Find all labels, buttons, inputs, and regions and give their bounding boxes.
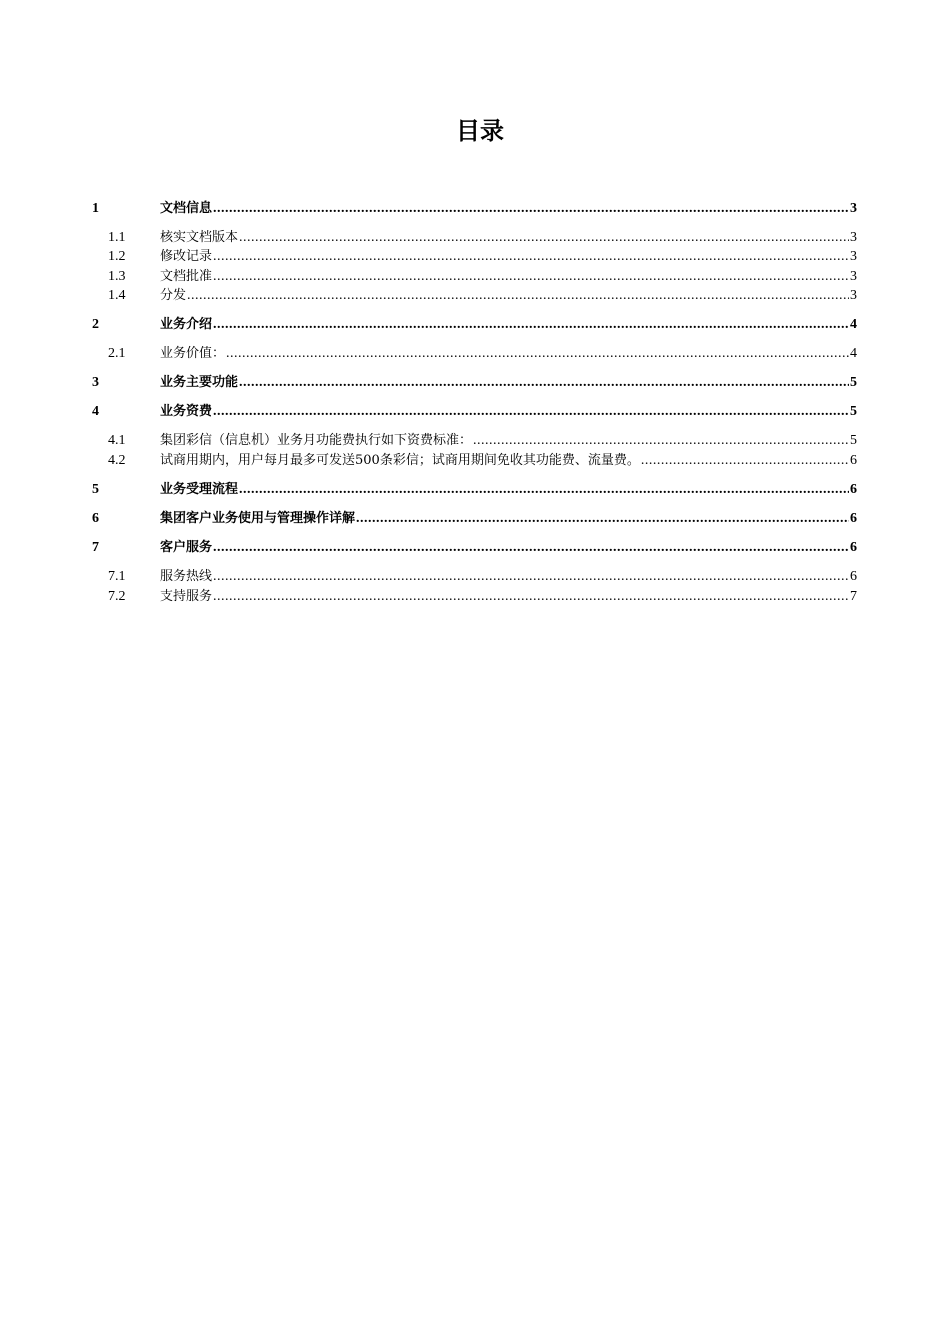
toc-entry-number: 2.1 bbox=[108, 346, 126, 361]
toc-entry-number: 1.4 bbox=[108, 288, 126, 303]
toc-entry-title: 集团彩信（信息机）业务月功能费执行如下资费标准： bbox=[160, 433, 473, 448]
toc-leader-dots bbox=[239, 480, 849, 499]
toc-entry-number: 6 bbox=[92, 511, 99, 526]
toc-entry-page: 3 bbox=[850, 230, 857, 245]
toc-entry-title: 分发 bbox=[160, 288, 187, 303]
toc-entry-number: 1.1 bbox=[108, 230, 126, 245]
toc-entry-title: 业务价值： bbox=[160, 346, 226, 361]
toc-entry-page: 6 bbox=[850, 540, 857, 555]
toc-entry-4-1[interactable] bbox=[0, 431, 950, 450]
toc-entry-title: 文档批准 bbox=[160, 269, 213, 284]
toc-entry-number: 4 bbox=[92, 404, 99, 419]
toc-entry-page: 3 bbox=[850, 288, 857, 303]
toc-entry-number: 4.1 bbox=[108, 433, 126, 448]
toc-entry-page: 5 bbox=[850, 433, 857, 448]
toc-entry-1-3[interactable] bbox=[0, 267, 950, 286]
toc-leader-dots bbox=[239, 228, 849, 247]
toc-entry-title: 业务介绍 bbox=[160, 317, 213, 332]
toc-entry-page: 3 bbox=[850, 269, 857, 284]
toc-entry-7-1[interactable] bbox=[0, 567, 950, 586]
toc-entry-7-2[interactable] bbox=[0, 587, 950, 606]
toc-entry-4-2[interactable] bbox=[0, 451, 950, 470]
toc-entry-page: 6 bbox=[850, 511, 857, 526]
toc-entry-number: 3 bbox=[92, 375, 99, 390]
page-title: 目录 bbox=[456, 117, 504, 145]
toc-leader-dots bbox=[213, 538, 849, 557]
toc-leader-dots bbox=[641, 451, 849, 470]
toc-entry-page: 3 bbox=[850, 201, 857, 216]
toc-entry-title: 文档信息 bbox=[160, 201, 213, 216]
toc-entry-page: 6 bbox=[850, 569, 857, 584]
toc-entry-number: 2 bbox=[92, 317, 99, 332]
toc-entry-number: 7 bbox=[92, 540, 99, 555]
toc-entry-page: 6 bbox=[850, 453, 857, 468]
toc-entry-title: 业务主要功能 bbox=[160, 375, 239, 390]
toc-entry-title: 修改记录 bbox=[160, 249, 213, 264]
toc-entry-page: 3 bbox=[850, 249, 857, 264]
toc-entry-2-1[interactable] bbox=[0, 344, 950, 363]
toc-entry-2[interactable] bbox=[0, 315, 950, 334]
toc-entry-title: 试商用期内，用户每月最多可发送500条彩信；试商用期间免收其功能费、流量费。 bbox=[160, 453, 640, 468]
toc-leader-dots bbox=[213, 315, 849, 334]
toc-entry-number: 7.1 bbox=[108, 569, 126, 584]
toc-entry-1-4[interactable] bbox=[0, 286, 950, 305]
toc-entry-7[interactable] bbox=[0, 538, 950, 557]
toc-entry-page: 5 bbox=[850, 375, 857, 390]
toc-leader-dots bbox=[213, 199, 849, 218]
toc-entry-page: 6 bbox=[850, 482, 857, 497]
toc-entry-title: 核实文档版本 bbox=[160, 230, 239, 245]
toc-entry-title: 客户服务 bbox=[160, 540, 213, 555]
toc-entry-1-1[interactable] bbox=[0, 228, 950, 247]
toc-entry-page: 4 bbox=[850, 346, 857, 361]
toc-entry-3[interactable] bbox=[0, 373, 950, 392]
toc-leader-dots bbox=[213, 587, 849, 606]
toc-entry-5[interactable] bbox=[0, 480, 950, 499]
toc-leader-dots bbox=[213, 247, 849, 266]
toc-entry-number: 5 bbox=[92, 482, 99, 497]
toc-entry-1[interactable] bbox=[0, 199, 950, 218]
toc-entry-number: 1.3 bbox=[108, 269, 126, 284]
toc-entry-title: 集团客户业务使用与管理操作详解 bbox=[160, 511, 356, 526]
toc-entry-title: 支持服务 bbox=[160, 589, 213, 604]
toc-entry-6[interactable] bbox=[0, 509, 950, 528]
toc-leader-dots bbox=[187, 286, 849, 305]
toc-leader-dots bbox=[213, 402, 849, 421]
toc-entry-page: 4 bbox=[850, 317, 857, 332]
toc-leader-dots bbox=[473, 431, 849, 450]
toc-leader-dots bbox=[213, 267, 849, 286]
toc-entry-title: 业务受理流程 bbox=[160, 482, 239, 497]
toc-entry-1-2[interactable] bbox=[0, 247, 950, 266]
toc-entry-4[interactable] bbox=[0, 402, 950, 421]
toc-leader-dots bbox=[356, 509, 849, 528]
toc-leader-dots bbox=[213, 567, 849, 586]
toc-leader-dots bbox=[226, 344, 849, 363]
toc-entry-number: 1.2 bbox=[108, 249, 126, 264]
toc-entry-title: 业务资费 bbox=[160, 404, 213, 419]
toc-entry-title: 服务热线 bbox=[160, 569, 213, 584]
toc-entry-page: 7 bbox=[850, 589, 857, 604]
toc-entry-page: 5 bbox=[850, 404, 857, 419]
toc-entry-number: 4.2 bbox=[108, 453, 126, 468]
toc-entry-number: 1 bbox=[92, 201, 99, 216]
toc-leader-dots bbox=[239, 373, 849, 392]
toc-entry-number: 7.2 bbox=[108, 589, 126, 604]
